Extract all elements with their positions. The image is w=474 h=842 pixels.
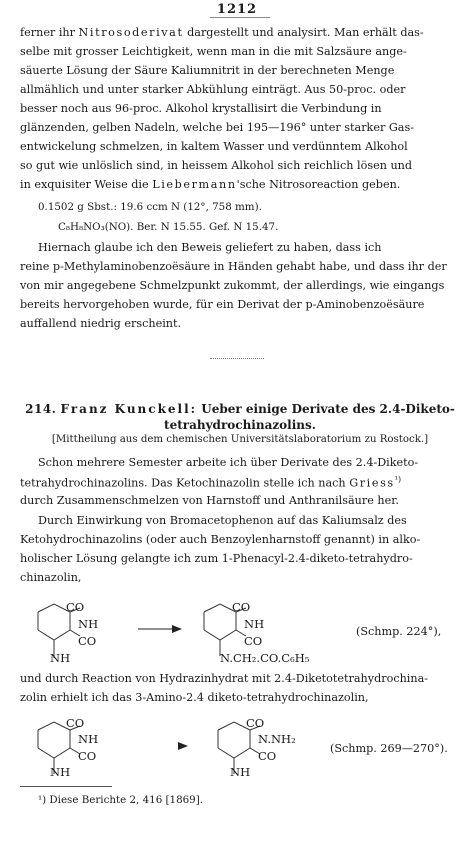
- section-separator: [210, 358, 264, 360]
- text-line: Schon mehrere Semester arbeite ich über Derivate des 2.4-Diketo-: [38, 456, 419, 469]
- chem-co-bot-2l: CO: [78, 749, 97, 763]
- text-line: Durch Einwirkung von Bromacetophenon auf das Kaliumsalz des: [38, 514, 407, 527]
- chem-co-top-2r: CO: [246, 716, 265, 730]
- chem-nh-bot-2r: NH: [230, 765, 251, 779]
- analysis-sample: 0.1502 g Sbst.: 19.6 ccm N (12°, 758 mm).: [38, 201, 262, 213]
- chem-nh-mid-2l: NH: [78, 732, 99, 746]
- chem-co-top-1r: CO: [232, 600, 251, 614]
- footnote-rule: [20, 786, 112, 787]
- chem-nh-bot-1l: NH: [50, 651, 71, 665]
- text-line: glänzenden, gelben Nadeln, welche bei 195—196° unter starker Gas-: [20, 121, 414, 134]
- chem-nh-mid-1l: NH: [78, 617, 99, 631]
- text-line: zolin erhielt ich das 3-Amino-2.4 diketo-tetrahydrochinazolin,: [20, 691, 369, 704]
- chem-co-top-1l: CO: [66, 600, 85, 614]
- footnote: ¹) Diese Berichte 2, 416 [1869].: [38, 794, 204, 806]
- chem-co-bot-1l: CO: [78, 634, 97, 648]
- reaction-arrow-2: [176, 740, 190, 755]
- text-line: selbe mit grosser Leichtigkeit, wenn man in die mit Salzsäure ange-: [20, 45, 407, 58]
- article-heading-line1: 214. Franz Kunckell: Ueber einige Derivate des 2.4-Diketo-: [25, 402, 455, 416]
- text-line: bereits hervorgehoben wurde, für ein Derivat der p-Aminobenzoësäure: [20, 298, 425, 311]
- melting-point-1: (Schmp. 224°),: [356, 625, 442, 638]
- chem-co-bot-2r: CO: [258, 749, 277, 763]
- chem-n-nh2-2r: N.NH₂: [258, 732, 296, 746]
- chem-co-top-2l: CO: [66, 716, 85, 730]
- affiliation: [Mittheilung aus dem chemischen Universitätslaboratorium zu Rostock.]: [51, 434, 429, 445]
- chem-nh-bot-2l: NH: [50, 765, 71, 779]
- article-heading-line2: tetrahydrochinazolins.: [164, 418, 316, 432]
- page-number: 1212: [216, 2, 258, 17]
- chem-nh-mid-1r: NH: [244, 617, 265, 631]
- text-line: ferner ihr Nitrosoderivat dargestellt und analysirt. Man erhält das-: [20, 26, 424, 39]
- text-line: besser noch aus 96-proc. Alkohol krystallisirt die Verbindung in: [20, 102, 382, 115]
- text-line: Hiernach glaube ich den Beweis geliefert zu haben, dass ich: [38, 241, 382, 254]
- text-line: so gut wie unlöslich sind, in heissem Alkohol sich reichlich lösen und: [20, 159, 413, 172]
- chem-substituent-1r: N.CH₂.CO.C₆H₅: [220, 651, 310, 665]
- text-line: säuerte Lösung der Säure Kaliumnitrit in der berechneten Menge: [20, 64, 395, 77]
- chem-co-bot-1r: CO: [244, 634, 263, 648]
- text-line: Ketohydrochinazolins (oder auch Benzoylenharnstoff genannt) in alko-: [20, 533, 421, 546]
- melting-point-2: (Schmp. 269—270°).: [330, 742, 448, 755]
- text-line: von mir angegebene Schmelzpunkt zukommt, der allerdings, wie eingangs: [20, 279, 445, 292]
- text-line: reine p-Methylaminobenzoësäure in Händen gehabt habe, und dass ihr der: [20, 260, 447, 273]
- text-line: entwickelung schmelzen, in kaltem Wasser und verdünntem Alkohol: [20, 140, 408, 153]
- text-line: durch Zusammenschmelzen von Harnstoff und Anthranilsäure her.: [20, 494, 399, 507]
- text-line: auffallend niedrig erscheint.: [20, 317, 182, 330]
- text-line: allmählich und unter starker Abkühlung einträgt. Aus 50-proc. oder: [20, 83, 406, 96]
- text-line: holischer Lösung gelangte ich zum 1-Phenacyl-2.4-diketo-tetrahydro-: [20, 552, 413, 565]
- header-rule: [210, 17, 270, 18]
- text-line: und durch Reaction von Hydrazinhydrat mit 2.4-Diketotetrahydrochina-: [20, 672, 429, 685]
- reaction-arrow-1: [138, 623, 184, 638]
- text-line: tetrahydrochinazolins. Das Ketochinazolin stelle ich nach Griess$^{^1)}$: [20, 475, 402, 490]
- text-line: chinazolin,: [20, 571, 82, 584]
- text-line: in exquisiter Weise die Liebermann'sche Nitrosoreaction geben.: [20, 178, 401, 191]
- analysis-result: C₈H₈NO₃(NO). Ber. N 15.55. Gef. N 15.47.: [58, 221, 279, 233]
